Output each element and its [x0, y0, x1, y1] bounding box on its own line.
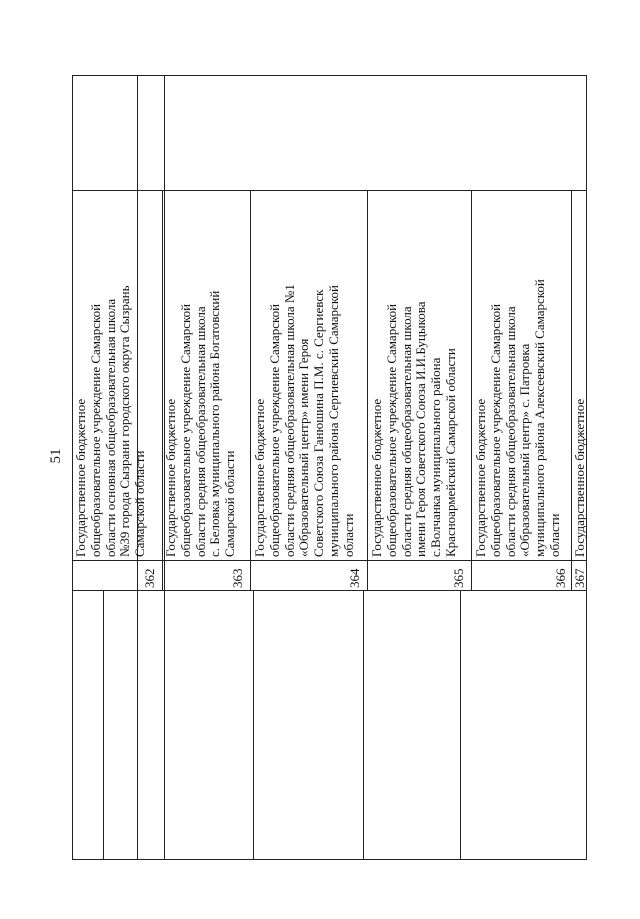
text-line: Самарской области [222, 450, 238, 557]
text-line: «Образовательный центр» с. Патровка [517, 343, 533, 557]
row-364-number: 364 [347, 568, 362, 588]
row-divider [471, 190, 472, 590]
row-367-text [573, 399, 588, 557]
row-366-text [474, 279, 563, 557]
text-line: Государственное бюджетное [369, 398, 384, 557]
text-line: Государственное бюджетное [73, 398, 88, 557]
text-line: Красноармейский Самарской области [442, 348, 458, 557]
text-line: области [546, 513, 562, 557]
text-line: Государственное бюджетное [473, 398, 488, 557]
row-divider [367, 190, 368, 590]
column-divider [253, 590, 254, 860]
row-divider [250, 190, 251, 590]
text-line: области средняя общеобразовательная школа [192, 306, 208, 557]
text-line: Государственное бюджетное [252, 398, 267, 557]
row-363-number: 363 [230, 568, 245, 588]
text-line: Советского Союза Ганюшина П.М. с. Сергиевск [311, 289, 327, 557]
number-column-divider [72, 560, 587, 561]
column-divider [363, 590, 364, 860]
text-line: области средняя общеобразовательная школа №1 [281, 284, 297, 557]
row-362-number: 362 [142, 568, 157, 588]
text-line: Самарской области [132, 450, 148, 557]
text-line: «Образовательный центр» имени Героя [296, 338, 312, 557]
column-divider [460, 590, 461, 860]
row-364-text [253, 284, 357, 557]
row-362-text [74, 285, 148, 557]
text-line: общеобразовательное учреждение Самарской [266, 303, 282, 557]
text-line: общеобразовательное учреждение Самарской [177, 303, 193, 557]
body-divider [72, 590, 587, 591]
text-line: имени Героя Советского Союза И.И.Буцыкова [413, 301, 429, 557]
row-365-text [370, 302, 459, 557]
row-365-number: 365 [451, 568, 466, 588]
row-363-text [164, 291, 238, 557]
text-line: с. Беловка муниципального района Богатовский [207, 290, 223, 557]
page-number: 51 [48, 448, 64, 464]
text-line: общеобразовательное учреждение Самарской [487, 303, 503, 557]
text-line: общеобразовательное учреждение Самарской [87, 303, 103, 557]
text-line: области [340, 513, 356, 557]
text-line: области средняя общеобразовательная школа [502, 306, 518, 557]
row-367-number: 367 [572, 568, 587, 588]
text-line: области средняя общеобразовательная школа [398, 306, 414, 557]
text-line: №39 города Сызрани городского округа Сызрань [117, 285, 133, 557]
header-divider [72, 190, 587, 191]
text-line: муниципального района Алексеевский Самарской [532, 279, 548, 557]
column-divider [103, 590, 104, 860]
row-366-number: 366 [553, 568, 568, 588]
text-line: с.Волчанка муниципального района [428, 357, 444, 557]
text-line: области основная общеобразовательная школа [102, 298, 118, 557]
text-line: муниципального района Сергиевский Самарской [325, 285, 341, 557]
text-line: Государственное бюджетное [163, 398, 178, 557]
text-line: Государственное бюджетное [572, 398, 587, 557]
text-line: общеобразовательное учреждение Самарской [383, 303, 399, 557]
